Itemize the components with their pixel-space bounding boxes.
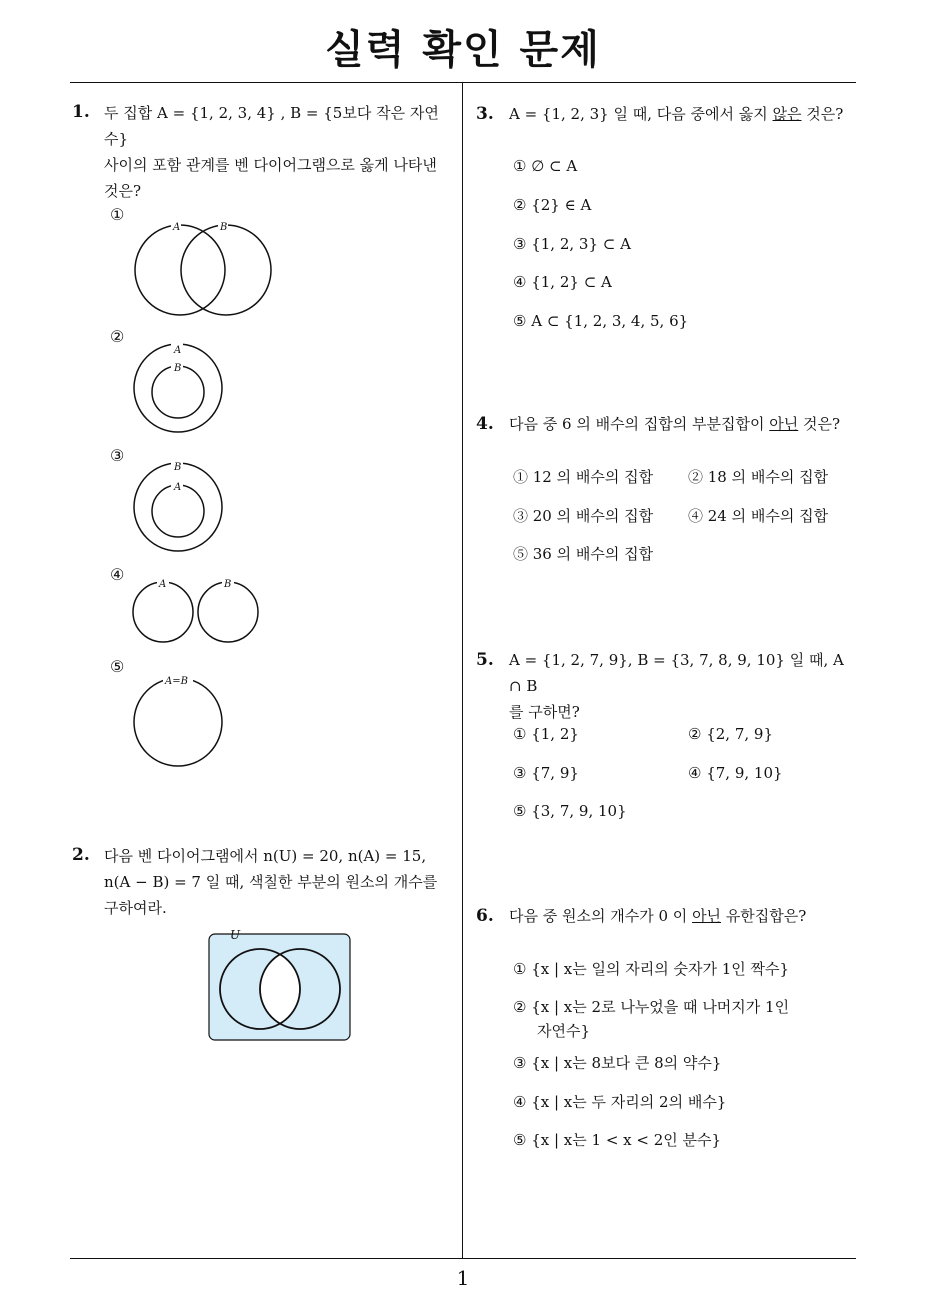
option-label-2[interactable]: ② — [110, 327, 125, 346]
question-text-underlined: 아닌 — [769, 415, 799, 433]
option-1[interactable]: ① 12 의 배수의 집합 — [513, 468, 654, 486]
question-line: n(A − B) = 7 일 때, 색칠한 부분의 원소의 개수를 — [104, 873, 438, 891]
option-1[interactable]: ① {1, 2} — [513, 725, 579, 743]
page-title: 실력 확인 문제 — [325, 27, 601, 73]
universe-label: U — [230, 928, 241, 942]
question-line: A = {1, 2, 7, 9}, B = {3, 7, 8, 9, 10} 일 때, A ∩ B — [509, 651, 844, 695]
question-text-underlined: 아닌 — [692, 907, 722, 925]
option-3[interactable]: ③ 20 의 배수의 집합 — [513, 507, 654, 525]
option-2[interactable]: ② {2, 7, 9} — [688, 725, 774, 743]
question-text-underlined: 않은 — [772, 105, 802, 123]
question-line: 것은? — [104, 182, 142, 200]
set-label-a: A — [159, 579, 167, 590]
set-label-equal: A=B — [165, 676, 188, 687]
question-number: 4. — [476, 414, 494, 434]
set-label-a: A — [173, 222, 181, 233]
question-text — [509, 903, 854, 929]
set-label-b: B — [220, 222, 228, 233]
question-text — [509, 101, 854, 127]
set-label-outer: A — [174, 345, 182, 356]
set-label-b: B — [224, 579, 232, 590]
question-number: 2. — [72, 845, 90, 865]
question-text-part: 다음 중 원소의 개수가 0 이 — [509, 907, 693, 925]
option-label-1[interactable]: ① — [110, 205, 125, 224]
set-label-outer: B — [174, 462, 182, 473]
option-5[interactable]: ⑤ {3, 7, 9, 10} — [513, 802, 627, 820]
option-4[interactable]: ④ {x | x는 두 자리의 2의 배수} — [513, 1093, 727, 1111]
option-4[interactable]: ④ {1, 2} ⊂ A — [513, 273, 612, 291]
question-line: 다음 벤 다이어그램에서 n(U) = 20, n(A) = 15, — [104, 847, 427, 865]
question-text-part: A = {1, 2, 3} 일 때, 다음 중에서 옳지 — [509, 105, 773, 123]
option-2[interactable]: ② {2} ∈ A — [513, 196, 592, 214]
question-line: 를 구하면? — [509, 703, 580, 721]
bottom-rule — [70, 1258, 856, 1259]
top-rule — [70, 82, 856, 83]
question-number: 1. — [72, 102, 90, 122]
option-4[interactable]: ④ 24 의 배수의 집합 — [688, 507, 829, 525]
option-1[interactable]: ① {x | x는 일의 자리의 숫자가 1인 짝수} — [513, 960, 790, 978]
column-divider — [462, 82, 463, 1258]
option-label-5[interactable]: ⑤ — [110, 657, 125, 676]
option-1[interactable]: ① ∅ ⊂ A — [513, 157, 578, 175]
option-3[interactable]: ③ {7, 9} — [513, 764, 579, 782]
question-number: 6. — [476, 906, 494, 926]
question-text-part: 유한집합은? — [721, 907, 807, 925]
question-text-part: 다음 중 6 의 배수의 집합의 부분집합이 — [509, 415, 770, 433]
option-2-continuation: 자연수} — [537, 1022, 591, 1040]
option-5[interactable]: ⑤ {x | x는 1 < x < 2인 분수} — [513, 1131, 722, 1149]
page-number: 1 — [456, 1266, 470, 1290]
option-2[interactable]: ② 18 의 배수의 집합 — [688, 468, 829, 486]
question-number: 5. — [476, 650, 494, 670]
question-text — [104, 100, 456, 204]
option-5[interactable]: ⑤ A ⊂ {1, 2, 3, 4, 5, 6} — [513, 312, 689, 330]
question-number: 3. — [476, 104, 494, 124]
set-label-inner: A — [174, 482, 182, 493]
question-line: 구하여라. — [104, 899, 167, 917]
question-text-part: 것은? — [798, 415, 841, 433]
option-3[interactable]: ③ {x | x는 8보다 큰 8의 약수} — [513, 1054, 722, 1072]
set-label-inner: B — [174, 363, 182, 374]
option-label-4[interactable]: ④ — [110, 565, 125, 584]
option-4[interactable]: ④ {7, 9, 10} — [688, 764, 783, 782]
question-text — [509, 647, 854, 725]
option-2[interactable]: ② {x | x는 2로 나누었을 때 나머지가 1인 — [513, 998, 790, 1016]
question-text-part: 것은? — [801, 105, 844, 123]
option-label-3[interactable]: ③ — [110, 446, 125, 465]
question-line: 두 집합 A = {1, 2, 3, 4} , B = {5보다 작은 자연수} — [104, 104, 439, 148]
question-text — [104, 843, 456, 921]
option-5[interactable]: ⑤ 36 의 배수의 집합 — [513, 545, 654, 563]
option-3[interactable]: ③ {1, 2, 3} ⊂ A — [513, 235, 631, 253]
question-line: 사이의 포함 관계를 벤 다이어그램으로 옳게 나타낸 — [104, 156, 437, 174]
question-text — [509, 411, 854, 437]
